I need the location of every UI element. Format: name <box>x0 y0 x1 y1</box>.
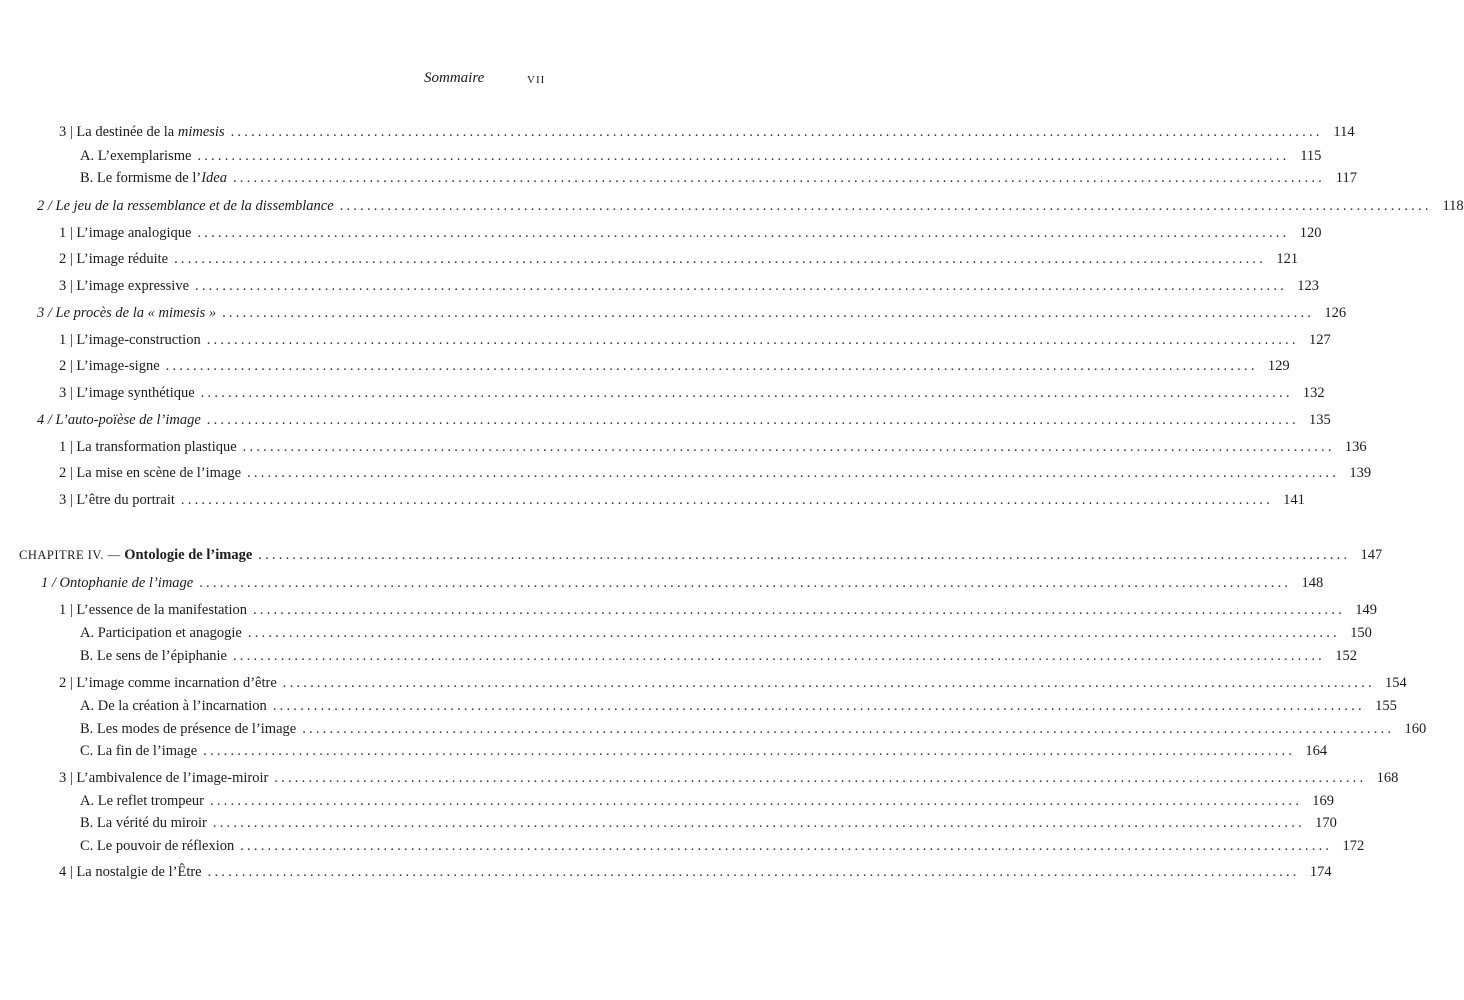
toc-page-number: 150 <box>1350 625 1372 641</box>
toc-page-number: 139 <box>1349 465 1372 481</box>
toc-entry <box>80 791 1335 811</box>
toc-leader-dots: ................................................................................................................................................................ <box>206 332 1299 348</box>
toc-page-number: 155 <box>1375 698 1397 714</box>
toc-leader-dots: ................................................................................................................................................................ <box>253 602 1345 618</box>
toc-leader-dots: ................................................................................................................................................................ <box>165 358 1258 374</box>
toc-entry <box>59 463 1372 483</box>
toc-entry-label: 2 | L’image-signe <box>59 358 160 374</box>
toc-leader-dots: ................................................................................................................................................................ <box>247 465 1340 481</box>
toc-leader-dots: ................................................................................................................................................................ <box>200 385 1293 401</box>
toc-page-number: 132 <box>1302 385 1325 401</box>
toc-leader-dots: ................................................................................................................................................................ <box>240 838 1333 854</box>
toc-page-number: 126 <box>1324 305 1347 321</box>
toc-leader-dots: ................................................................................................................................................................ <box>212 815 1305 831</box>
toc-entry <box>59 383 1325 403</box>
toc-chapter-entry <box>19 545 1383 565</box>
toc-leader-dots: ................................................................................................................................................................ <box>174 251 1267 267</box>
toc-leader-dots: ................................................................................................................................................................ <box>210 793 1303 809</box>
toc-page-number: 160 <box>1404 721 1427 737</box>
toc-entry-label: 1 | L’image-construction <box>59 332 201 348</box>
toc-page-number: 127 <box>1308 332 1331 348</box>
toc-entry-label: B. Les modes de présence de l’image <box>80 721 297 737</box>
toc-leader-dots: ................................................................................................................................................................ <box>203 743 1296 759</box>
toc-section-entry <box>37 410 1331 430</box>
toc-entry <box>59 490 1305 510</box>
toc-entry-label: A. Le reflet trompeur <box>80 793 205 809</box>
toc-leader-dots: ................................................................................................................................................................ <box>197 148 1290 164</box>
toc-entry <box>80 741 1328 761</box>
toc-entry-label: 3 | L’être du portrait <box>59 492 175 508</box>
toc-entry-label: B. Le sens de l’épiphanie <box>80 648 227 664</box>
toc-page-number: 172 <box>1342 838 1365 854</box>
toc-leader-dots: ................................................................................................................................................................ <box>195 278 1288 294</box>
toc-page-number: 118 <box>1442 198 1464 214</box>
toc-page-number: 170 <box>1315 815 1337 831</box>
toc-page-number: 123 <box>1297 278 1320 294</box>
toc-entry <box>59 768 1399 788</box>
toc-page-number: 174 <box>1309 864 1332 880</box>
toc-entry-label: 1 / Ontophanie de l’image <box>41 575 194 591</box>
toc-leader-dots: ................................................................................................................................................................ <box>274 770 1367 786</box>
toc-leader-dots: ................................................................................................................................................................ <box>272 698 1365 714</box>
toc-entry <box>59 356 1290 376</box>
toc-page-number: 129 <box>1267 358 1290 374</box>
toc-leader-dots: ................................................................................................................................................................ <box>206 412 1299 428</box>
toc-entry <box>80 623 1372 643</box>
toc-page-number: 115 <box>1300 148 1322 164</box>
toc-entry-label: 1 | La transformation plastique <box>59 439 237 455</box>
toc-entry <box>59 249 1299 269</box>
toc-page-number: 147 <box>1360 547 1383 563</box>
toc-leader-dots: ................................................................................................................................................................ <box>180 492 1273 508</box>
toc-entry-label: 1 | L’image analogique <box>59 225 192 241</box>
toc-entry <box>80 646 1357 666</box>
toc-leader-dots: ................................................................................................................................................................ <box>302 721 1395 737</box>
toc-entry <box>59 600 1377 620</box>
toc-entry-label: 1 | L’essence de la manifestation <box>59 602 247 618</box>
toc-page-number: 169 <box>1312 793 1335 809</box>
toc-page-number: 114 <box>1333 124 1355 140</box>
toc-leader-dots: ................................................................................................................................................................ <box>232 648 1325 664</box>
toc-entry-label: C. La fin de l’image <box>80 743 198 759</box>
toc-entry-label: 3 | L’image expressive <box>59 278 190 294</box>
toc-entry <box>59 330 1331 350</box>
toc-entry-label: C. Le pouvoir de réflexion <box>80 838 235 854</box>
toc-entry <box>80 813 1337 833</box>
toc-page-number: 168 <box>1376 770 1399 786</box>
toc-entry <box>59 673 1407 693</box>
toc-entry <box>59 862 1332 882</box>
toc-page-number: 154 <box>1385 675 1407 691</box>
toc-entry-label: CHAPITRE IV. — Ontologie de l’image <box>19 547 253 563</box>
toc-entry-label: 3 | L’image synthétique <box>59 385 195 401</box>
toc-entry <box>80 836 1365 856</box>
toc-entry-label: 2 | L’image réduite <box>59 251 169 267</box>
toc-entry-label: A. De la création à l’incarnation <box>80 698 267 714</box>
toc-entry-label: 4 | La nostalgie de l’Être <box>59 864 202 880</box>
toc-page-number: 120 <box>1299 225 1322 241</box>
toc-entry-label: B. Le formisme de l’Idea <box>80 170 227 186</box>
toc-entry-label: A. Participation et anagogie <box>80 625 242 641</box>
toc-leader-dots: ................................................................................................................................................................ <box>207 864 1300 880</box>
toc-section-entry <box>37 196 1464 216</box>
toc-section-entry <box>37 303 1347 323</box>
toc-page-number: 141 <box>1283 492 1305 508</box>
toc-page-number: 152 <box>1335 648 1357 664</box>
toc-entry <box>80 696 1397 716</box>
toc-entry-label: A. L’exemplarisme <box>80 148 192 164</box>
toc-leader-dots: ................................................................................................................................................................ <box>230 124 1323 140</box>
toc-entry-label: 4 / L’auto-poïèse de l’image <box>37 412 201 428</box>
toc-leader-dots: ................................................................................................................................................................ <box>339 198 1432 214</box>
toc-leader-dots: ................................................................................................................................................................ <box>232 170 1325 186</box>
running-header-page-number: VII <box>527 74 546 86</box>
toc-leader-dots: ................................................................................................................................................................ <box>247 625 1340 641</box>
toc-leader-dots: ................................................................................................................................................................ <box>242 439 1335 455</box>
toc-leader-dots: ................................................................................................................................................................ <box>282 675 1375 691</box>
toc-page-number: 149 <box>1355 602 1377 618</box>
running-header-title: Sommaire <box>424 70 485 86</box>
toc-entry <box>59 437 1367 457</box>
toc-page-number: 136 <box>1344 439 1367 455</box>
toc-leader-dots: ................................................................................................................................................................ <box>199 575 1292 591</box>
toc-section-entry <box>41 573 1324 593</box>
toc-entry-label: 3 / Le procès de la « mimesis » <box>37 305 217 321</box>
toc-entry <box>59 223 1322 243</box>
toc-leader-dots: ................................................................................................................................................................ <box>197 225 1290 241</box>
toc-page-number: 164 <box>1305 743 1328 759</box>
toc-entry-label: 3 | La destinée de la mimesis <box>59 124 225 140</box>
toc-page-number: 148 <box>1301 575 1324 591</box>
toc-page-number: 121 <box>1276 251 1299 267</box>
toc-entry <box>80 168 1357 188</box>
toc-entry <box>59 276 1320 296</box>
toc-entry-label: 2 | La mise en scène de l’image <box>59 465 242 481</box>
toc-page-number: 117 <box>1335 170 1357 186</box>
toc-leader-dots: ................................................................................................................................................................ <box>222 305 1315 321</box>
toc-leader-dots: ................................................................................................................................................................ <box>258 547 1351 563</box>
toc-entry-label: 3 | L’ambivalence de l’image-miroir <box>59 770 269 786</box>
toc-entry-label: 2 | L’image comme incarnation d’être <box>59 675 277 691</box>
toc-entry <box>80 146 1322 166</box>
toc-entry-label: B. La vérité du miroir <box>80 815 207 831</box>
toc-entry <box>59 122 1355 142</box>
toc-page-number: 135 <box>1309 412 1331 428</box>
toc-entry-label: 2 / Le jeu de la ressemblance et de la dissemblance <box>37 198 334 214</box>
toc-entry <box>80 719 1427 739</box>
